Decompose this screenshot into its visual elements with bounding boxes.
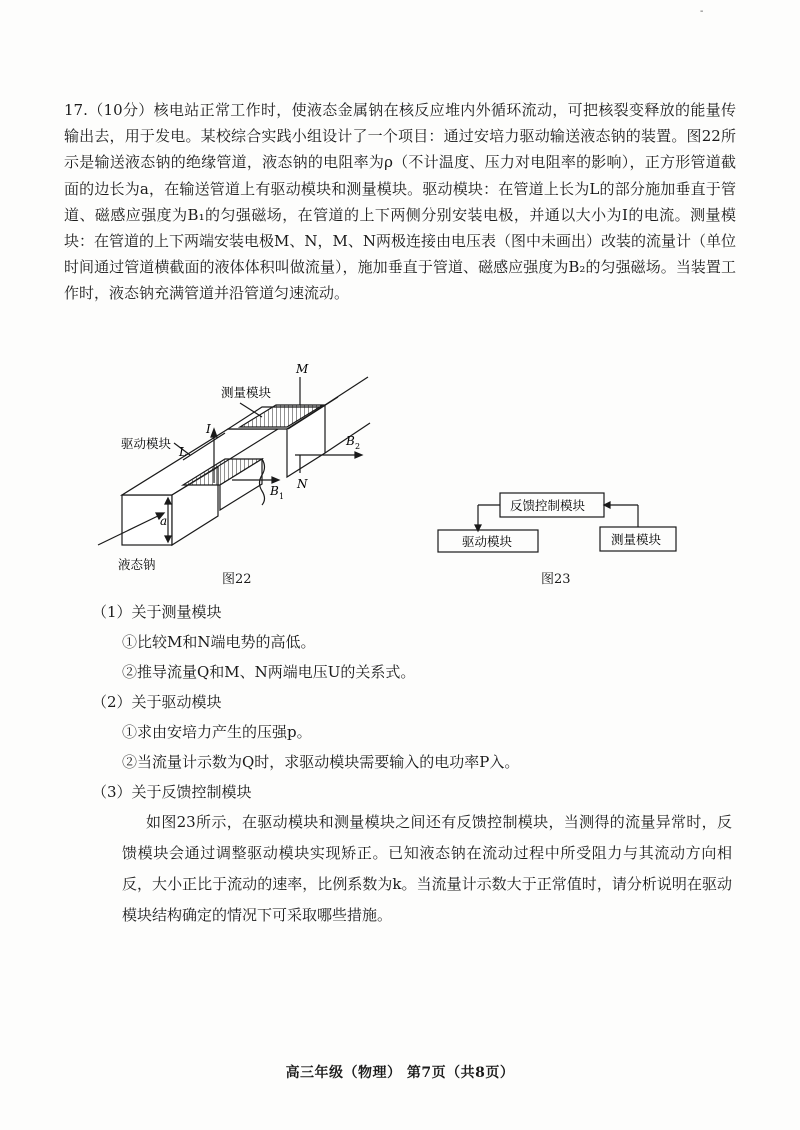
drive-box-label: 驱动模块: [462, 534, 513, 549]
symbol-b1-subscript: 1: [279, 492, 285, 501]
q2-part-b: ②当流量计示数为Q时，求驱动模块需要输入的电功率P入。: [122, 753, 520, 771]
problem-number: 17.: [64, 101, 88, 119]
label-liquid-sodium: 液态钠: [118, 557, 156, 572]
symbol-l: L: [179, 445, 187, 459]
corner-mark: -: [700, 6, 704, 17]
symbol-b2: B: [346, 434, 355, 448]
questions: [92, 597, 732, 931]
q2-part-a: ①求由安培力产生的压强p。: [122, 723, 312, 741]
figures-area: [0, 355, 800, 590]
q1-part-a: ①比较M和N端电势的高低。: [122, 633, 316, 651]
figure-22-drawing: [0, 355, 800, 590]
label-drive-module: 驱动模块: [121, 436, 172, 451]
q3-heading: （3）关于反馈控制模块: [92, 783, 252, 801]
measure-box-label: 测量模块: [611, 532, 662, 547]
page-footer: 高三年级（物理） 第7页（共8页）: [285, 1065, 515, 1081]
q1-part-b: ②推导流量Q和M、N两端电压U的关系式。: [122, 663, 416, 681]
symbol-i: I: [206, 422, 211, 436]
problem-text: [64, 97, 736, 307]
problem-17: [64, 97, 736, 307]
q3-body: 如图23所示，在驱动模块和测量模块之间还有反馈控制模块，当测得的流量异常时，反馈模块会通过调整驱动模块实现矫正。已知液态钠在流动过程中所受阻力与其流动方向相反，大小正比于流动的速率，比例系数为k。当流量计示数大于正常值时，请分析说明在驱动模块结构确定的情况下可采取哪些措施。: [122, 813, 732, 924]
problem-points: （10分）: [87, 101, 154, 119]
symbol-m: M: [296, 362, 309, 376]
symbol-a: a: [160, 514, 168, 528]
feedback-box-label: 反馈控制模块: [510, 498, 586, 513]
symbol-b2-subscript: 2: [355, 442, 361, 451]
label-measure-module: 测量模块: [221, 385, 272, 400]
symbol-b1: B: [270, 484, 279, 498]
symbol-n: N: [297, 477, 308, 491]
figure-22-caption: 图22: [222, 572, 252, 587]
q1-heading: （1）关于测量模块: [92, 603, 222, 621]
q2-heading: （2）关于驱动模块: [92, 693, 222, 711]
problem-paragraph: 核电站正常工作时，使液态金属钠在核反应堆内外循环流动，可把核裂变释放的能量传输出去，用于发电。某校综合实践小组设计了一个项目：通过安培力驱动输送液态钠的装置。图22所示是输送液态钠的绝缘管道，液态钠的电阻率为ρ（不计温度、压力对电阻率的影响），正方形管道截面的边长为a，在输送管道上有驱动模块和测量模块。驱动模块：在管道上长为L的部分施加垂直于管道、磁感应强度为B₁的匀强磁场，在管道的上下两侧分别安装电极，并通以大小为I的电流。测量模块：在管道的上下两端安装电极M、N，M、N两极连接由电压表（图中未画出）改装的流量计（单位时间通过管道横截面的液体体积叫做流量），施加垂直于管道、磁感应强度为B₂的匀强磁场。当装置工作时，液态钠充满管道并沿管道匀速流动。: [64, 101, 736, 303]
figure-23-caption: 图23: [541, 572, 571, 587]
